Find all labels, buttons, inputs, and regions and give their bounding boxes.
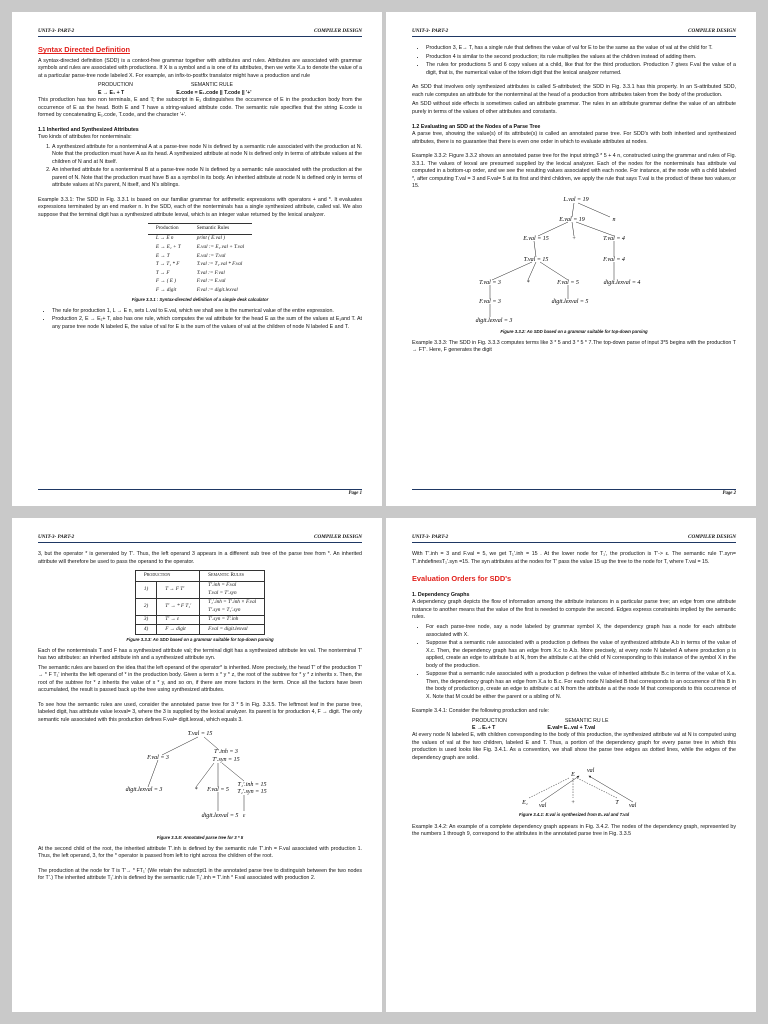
paragraph: The production at the node for T is T'→ * FT₁' (We retain the subscript1 in the annotated parse tree to distinguish between the two nodes for T'.) The inherited attribute T₁'.inh is defined by the semantic rule T₁'.inh = T'.inh * F.val associated with production 2. [38,867,362,882]
figure-caption: Figure 3.3.2: An SDD based on a grammar suitable for top-down parsing [500,328,648,334]
header-unit: UNIT-3- PART-2 [38,534,75,540]
paragraph: A dependency graph depicts the flow of information among the attribute instances in a particular parse tree; an edge from one attribute instance to another means that the value of the first is needed to compute the second. Edges express constraints implied by the semantic rules. [412,599,736,621]
tree-node: digit.lexval = 3 [125,786,163,793]
header-subject: COMPILER DESIGN [688,534,736,540]
header-subject: COMPILER DESIGN [314,28,362,34]
production-label: PRODUCTION [98,82,133,89]
running-header [412,534,736,543]
paragraph: An SDD that involves only synthesized attributes is called S-attributed; the SDD in Fig. 3.3.1 has this property. In an S-attributed SDD, each rule computes an attribute for the nonterminal at the head of a production from attributes taken from the body of the production. [412,84,736,98]
tree-node: digit.lexval = 5 [201,812,239,819]
document-page-4 [386,518,756,1012]
graph-node-e1: E₁ [522,800,528,807]
tree-node: F.val = 3 [147,754,169,761]
attribute-kinds-list [52,144,362,190]
list-item: 1. A synthesized attribute for a nonterminal A at a parse-tree node N is defined by a semantic rule associated with the production at N. Note that the production must have A as its head. A synthesized attribute at node N is defined only in terms of attribute values at the children of N and at N itself. [52,144,362,167]
bullet-list [426,45,736,77]
production-row [98,90,362,97]
list-item: • The rule for production 1, L → E n, sets L.val to E.val, which we shall see is the numerical value of the entire expression. [52,308,362,316]
paragraph: Each of the nonterminals T and F has a synthesized attribute val; the terminal digit has a synthesized attribute lex val. The nonterminal T' has two attributes: an inherited attribute inh and a synthesized attribute syn. [38,647,362,662]
paragraph: To see how the semantic rules are used, consider the annotated parse tree for 3 * 5 in Fig. 3.3.5. The leftmost leaf in the parse tree, labeled digit, has attribute value lexval= 3, where the 3 is supplied by the lexical analyzer. Its parent is for production 4, F → digit. The only semantic rule associated with this production defines F.val= digit.lexval, which equals 3. [38,701,362,723]
tree-node: T₁'.inh = 15 [237,781,267,788]
semantic-rule: E.code = E₁.code || T.code || '+' [176,89,252,96]
sdd-table [135,570,265,634]
list-item: • The rules for productions 5 and 6 copy values at a child, like that for the third production. Production 7 gives F.val the value of a digit, that is, the numerical value of the token digit that the lexical analyzer returned. [426,62,736,77]
production: E → E₁ + T [98,89,125,96]
example-paragraph: Example 3.4.1: Consider the following production and rule: [412,708,550,715]
page-number: Page 2 [412,489,736,498]
example-paragraph: Example 3.4.2: An example of a complete dependency graph appears in Fig. 3.4.2. The nodes of the dependency graph, represented by the numbers 1 through 9, correspond to the attributes in the annotated parse tree in Fig. 3.3.5 [412,823,736,838]
tree-node: E.val = 19 [559,216,585,223]
graph-attr: val [587,768,595,775]
table-row: L → E n print ( E.val ) [155,235,225,242]
list-item: • Suppose that a semantic rule associated with a production p defines the value of inherited attribute B.c in terms of the value of X.a. Then, the dependency graph has an edge from X.a to B.c. For each node N labeled B that corresponds to an occurrence of this B in the body of production p, create an edge to attribute c at N from the attribute a at the node M that corresponds to this occurrence of X. Note that M could be either the parent or a sibling of N. [426,671,736,701]
example-paragraph: Example 3.3.1: The SDD in Fig. 3.3.1 is based on our familiar grammar for arithmetic expressions with operators + and *. It evaluates expressions terminated by an end marker n. In the SDD, each of the nonterminals has a single synthesized attribute, called val. We also suppose that the terminal digit has a synthesized attribute lexval, which is an integer value returned by the lexical analyzer. [38,196,362,218]
graph-attr: val [539,803,547,810]
table-row: F → digit F.val := digit.lexval [155,286,238,293]
table-row: 4) F → digit F.val = digit.lexval [135,625,264,635]
page-number: Page 1 [38,489,362,498]
dependency-graph [489,766,659,810]
tree-node: T.val = 4 [603,235,625,242]
table-row: E → T E.val := T.val [155,252,226,259]
tree-node: F.val = 5 [207,786,229,793]
tree-node: digit.lexval = 5 [551,298,589,305]
graph-node-t: T [615,800,619,807]
tree-node: ε [242,812,246,819]
annotated-parse-tree [464,195,684,327]
list-item: • For each parse-tree node, say a node labeled by grammar symbol X, the dependency graph has a node for each attribute associated with X. [426,624,736,639]
list-item: • Suppose that a semantic rule associated with a production p defines the value of synthesized attribute A.b in terms of the value of X.c. Then, the dependency graph has an edge from X.c to A.b. More precisely, at every node N labeled A where production p is applied, create an edge to attribute b at N, from the attribute c at the child of N corresponding to this instance of the symbol X in the body of the production. [426,640,736,670]
list-item: 2. An inherited attribute for a nonterminal B at a parse-tree node N is defined by a semantic rule associated with the production at the parent of N. Note that the production must have B as a symbol in its body. An inherited attribute at node N is defined only in terms of attribute values at N's parent, N itself, and N's siblings. [52,167,362,190]
production-header [472,718,736,725]
production: E →E₁+ T [472,725,496,732]
graph-attr: val [629,803,637,810]
paragraph: A parse tree, showing the value(s) of its attribute(s) is called an annotated parse tree. For SDD's with both inherited and synthesized attributes, there is no guarantee that there is even one order in which to evaluate attributes at nodes. [412,131,736,145]
graph-node-plus: + [570,800,576,807]
graph-node-e: E [571,772,575,779]
table-row: 3) T' → ε T'.syn = T'.inh [135,615,264,625]
running-header [38,534,362,543]
tree-node: T'.inh = 3 [214,748,238,755]
tree-node: n [612,216,616,223]
annotated-parse-tree [100,729,300,833]
paragraph: An SDD without side effects is sometimes called an attribute grammar. The rules in an attribute grammar define the value of an attribute purely in terms of the values of other attributes and constants. [412,101,736,115]
semantic-rule: E.val= E₁.val + T.val [547,725,596,732]
table-row: E → E₁ + T E.val := E₁.val + T.val [155,243,245,250]
list-item: • Production 3, E→ T, has a single rule that defines the value of val for E to be the same as the value of val at the child for T. [426,45,736,53]
paragraph: With T'.inh = 3 and F.val = 5, we get T₁'.inh = 15 . At the lower node for T₁', the production is T'-> ε. The semantic rule T'.syn= T'.inhdefinesT₁'.syn =15. The syn attributes at the nodes for T' pass the value 15 up the tree to the node for T, where T.val = 15. [412,551,736,565]
subsection-title: 1.2 Evaluating an SDD at the Nodes of a Parse Tree [412,123,541,130]
header-unit: UNIT-3- PART-2 [412,534,449,540]
tree-node: T.val = 15 [187,730,213,737]
tree-node: F.val = 4 [603,256,625,263]
production-label: PRODUCTION [472,717,507,724]
section-title: Syntax Directed Definition [38,45,130,55]
semantic-rule-label: SEMANTIC RU LE [564,717,609,724]
header-unit: UNIT-3- PART-2 [412,28,449,34]
paragraph: 3, but the operator * is generated by T'. Thus, the left operand 3 appears in a different sub tree of the parse tree from *. An inherited attribute will therefore be used to pass the operand to the operator. [38,551,362,565]
tree-node: T₁'.syn = 15 [237,788,267,795]
header-subject: COMPILER DESIGN [314,534,362,540]
tree-node: E.val = 15 [523,235,549,242]
tree-node: T.val = 15 [523,256,549,263]
document-page-1 [12,12,382,506]
paragraph: At every node N labeled E, with children corresponding to the body of this production, the synthesized attribute val at N is computed using the values of val at the two children, labeled E and T. Thus, a portion of the dependency graph for every parse tree in which this production is used looks like Fig. 3.4.1. As a convention, we shall show the parse tree edges as dotted lines, while the edges of the dependency graph are solid. [412,732,736,761]
header-unit: UNIT-3- PART-2 [38,28,75,34]
tree-node: T'.syn = 15 [212,756,240,763]
list-item: • Production 2, E → E₁+ T, also has one rule, which computes the val attribute for the head E as the sum of the values at E₁and T. At any parse tree node N labeled E, the value of val for E is the sum of the values of val at the children of node N labeled E and T. [52,316,362,331]
tree-node: F.val = 3 [479,298,501,305]
tree-node: L.val = 19 [563,196,589,203]
tree-node: F.val = 5 [557,279,579,286]
sdd-table [148,223,252,294]
running-header [412,28,736,37]
figure-caption: Figure 3.3.3: An SDD based on a grammar suitable for top-down parsing [126,636,274,642]
paragraph: Two kinds of attributes for nonterminals: [38,134,132,141]
document-page-3 [12,518,382,1012]
tree-node: T.val = 3 [479,279,501,286]
document-page-2 [386,12,756,506]
table-row: 2) T' → * F T₁' T₁'.inh = T'.inh × F.val T'.syn = T₁'.syn [135,598,264,615]
bullet-list [52,308,362,332]
figure-caption: Figure 3.4.1: E.val is synthesized from E₁.val and T.val [518,812,630,818]
paragraph: At the second child of the root, the inherited attribute T'.inh is defined by the semantic rule T'.inh = F.val associated with production 1. Thus, the left operand, 3, for the * operator is passed from left to right across the children of the root. [38,845,362,860]
header-subject: COMPILER DESIGN [688,28,736,34]
tree-node: + [571,235,577,242]
table-header: Production [135,571,199,581]
tree-node: digit.lexval = 3 [475,317,513,324]
tree-node: digit.lexval = 4 [603,279,641,286]
section-title: Evaluation Orders for SDD's [412,574,512,584]
tree-node: * [526,279,530,286]
table-row: F → ( E ) F.val := E.val [155,278,226,285]
table-row: T → F T.val := F.val [155,269,225,276]
production-header [98,82,362,89]
production-row [472,725,736,732]
paragraph: The semantic rules are based on the idea that the left operand of the operator* is inherited. More precisely, the head T' of the production T' → * F T₁' inherits the left operand of * in the production body. Given a term x * y * z, the root of the subtree for * y * z inherits x. Then, the root of the subtree for * z inherits the value of x * y, and so on, if there are more factors in the term. Once all the factors have been accumulated, the result is passed back up the tree using synthesized attributes. [38,664,362,694]
figure-caption: Figure 3.3.1 : Syntax-directed definition of a simple desk calculator [131,296,269,302]
paragraph: This production has two non terminals, E and T; the subscript in E₁ distinguishes the occurrence of E in the production body from the occurrence of E as the head. Both E and T have a string-valued attribute code. The semantic rule specifies that the string E.code is formed by concatenating E₁.code, T.code, and the character '+'. [38,97,362,119]
example-paragraph: Example 3.3.3: The SDD in Fig. 3.3.3 computes terms like 3 * 5 and 3 * 5 * 7.The top-down parse of input 3*5 begins with the production T → FT'. Here, F generates the digit [412,339,736,354]
list-item: • Production 4 is similar to the second production; its rule multiplies the values at the children instead of adding them. [426,54,736,62]
semantic-rule-label: SEMANTIC RULE [190,82,233,89]
tree-node: * [194,786,198,793]
paragraph: A syntax-directed definition (SDD) is a context-free grammar together with attributes and rules. Attributes are associated with grammar symbols and rules are associated with productions. If X is a symbol and a is one of its attributes, then we write X.a to denote the value of a at a particular parse-tree node labeled X. For example, an infix-to-postfix translator might have a production and rule [38,57,362,79]
table-row: 1) T → F T' T'.inh = F.val T.val = T'.syn [135,581,264,598]
subsection-title: 1.1 Inherited and Synthesized Attributes [38,126,139,133]
subsection-title: 1. Dependency Graphs [412,591,470,598]
running-header [38,28,362,37]
table-header: Semantic Rules [200,571,265,581]
figure-caption: Figure 3.3.5: Annotated parse tree for 3 * 5 [156,834,244,840]
table-header: Production [148,224,189,234]
bullet-list [426,624,736,701]
table-row: T → T₁ * F T.val := T₁.val * F.val [155,261,243,268]
table-header: Semantic Rules [189,224,252,234]
example-paragraph: Example 3.3.2: Figure 3.3.2 shows an annotated parse tree for the input string3 * 5 + 4 n, constructed using the grammar and rules of Fig. 3.3.1. The values of lexval are presumed supplied by the lexical analyzer. Each of the nodes for the nonterminals has attribute val computed in a bottom-up order, and we see the resulting values associated with each node. For instance, at the node with a child labeled *, after computing T.val = 3 and F.val= 5 at its first and third children, we apply the rule that says T.val is the product of these two values,or 15. [412,153,736,190]
